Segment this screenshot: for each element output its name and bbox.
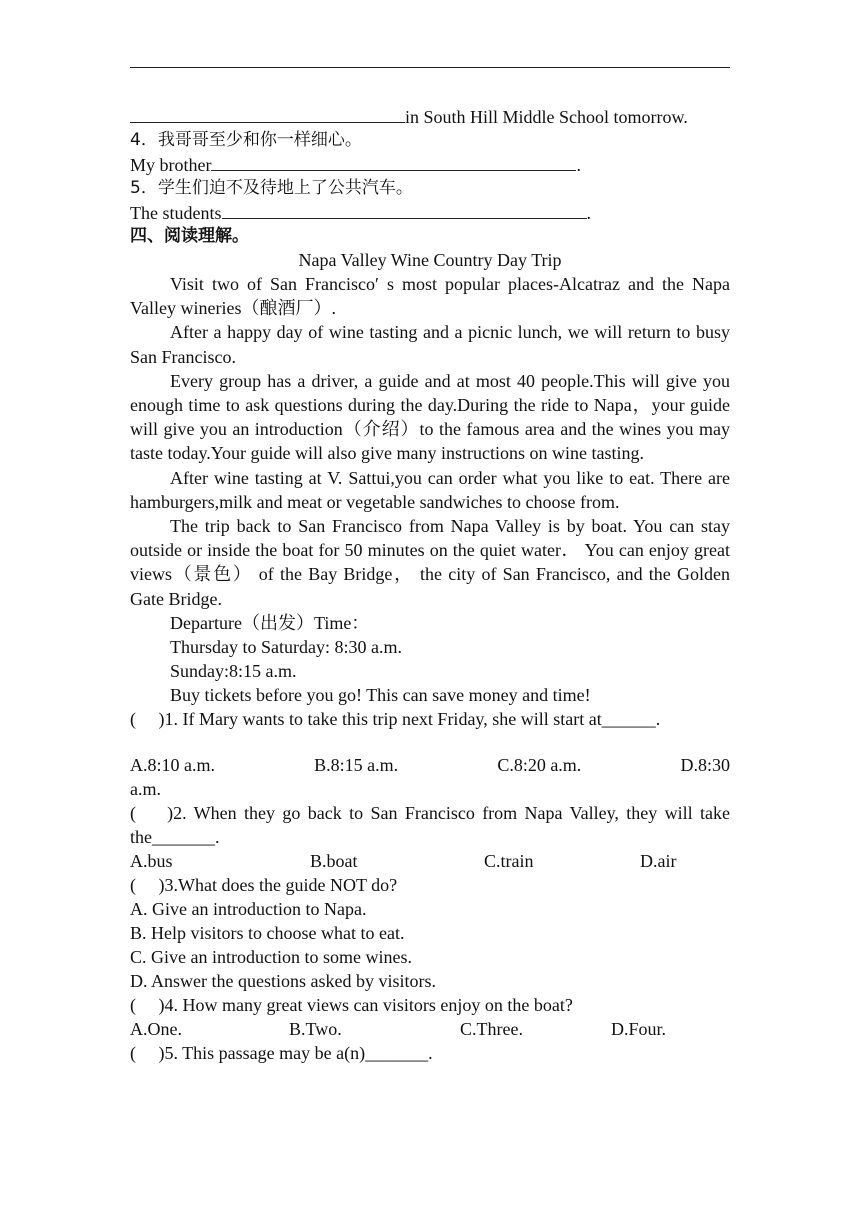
question-1-stem: ( )1. If Mary wants to take this trip next Friday, she will start at______. [130, 708, 661, 729]
option-b: B.8:15 a.m. [314, 754, 399, 775]
translation-item-4-prompt: 4．我哥哥至少和你一样细心。 [130, 130, 362, 150]
header-rule [130, 67, 730, 68]
question-5-stem: ( )5. This passage may be a(n)_______. [130, 1043, 433, 1064]
passage-paragraph-1: Visit two of San Francisco′ s most popular places-Alcatraz and the Napa Valley wineries（酿酒厂）. [130, 274, 730, 319]
question-3-stem: ( )3.What does the guide NOT do? [130, 875, 398, 896]
schedule-sunday: Sunday:8:15 a.m. [170, 660, 297, 681]
section-heading: 四、阅读理解。 [130, 226, 249, 246]
option-c: C. Give an introduction to some wines. [130, 947, 412, 968]
translation-item-5-prompt: 5．学生们迫不及待地上了公共汽车。 [130, 178, 413, 198]
sentence-end: . [576, 155, 581, 175]
question-2-options [130, 849, 730, 873]
option-d: D.8:30 [680, 754, 730, 775]
option-d: D.air [640, 851, 677, 872]
option-d: D.Four. [611, 1019, 667, 1040]
passage-closing: Buy tickets before you go! This can save money and time! [170, 684, 591, 705]
option-c: C.train [484, 851, 534, 872]
worksheet-content [130, 104, 730, 1065]
option-c: C.8:20 a.m. [497, 754, 582, 775]
passage-title: Napa Valley Wine Country Day Trip [298, 250, 562, 270]
passage-paragraph-5: The trip back to San Francisco from Napa Valley is by boat. You can stay outside or inside the boat for 50 minutes on the quiet water． You can enjoy great views（景色） of the Bay Bridge， the city of San Francisco, and the Golden Gate Bridge. [130, 516, 730, 609]
option-c: C.Three. [460, 1019, 523, 1040]
option-d: D. Answer the questions asked by visitors. [130, 971, 436, 992]
answer-blank[interactable] [130, 104, 405, 123]
sentence-end: . [586, 203, 591, 223]
schedule-weekday: Thursday to Saturday: 8:30 a.m. [170, 636, 402, 657]
option-b: B.Two. [289, 1019, 342, 1040]
question-2-stem: ( )2. When they go back to San Francisco from Napa Valley, they will take the_______. [130, 802, 730, 848]
option-a: A.bus [130, 851, 173, 872]
translation-item-3-answer [130, 104, 730, 128]
sentence-tail: in South Hill Middle School tomorrow. [405, 107, 688, 127]
passage-paragraph-3: Every group has a driver, a guide and at most 40 people.This will give you enough time to ask questions during the day.During the ride to Napa，your guide will give you an introduction（介绍）to the famous area and the wines you may taste today.Your guide will also give many instructions on wine tasting. [130, 370, 730, 464]
question-4-options [130, 1017, 730, 1041]
option-a: A.8:10 a.m. [130, 754, 215, 775]
option-b: B.boat [310, 851, 358, 872]
option-a: A.One. [130, 1019, 182, 1040]
translation-item-5-answer [130, 200, 730, 224]
translation-item-4-answer [130, 152, 730, 176]
sentence-lead: The students [130, 203, 222, 223]
answer-blank[interactable] [222, 200, 587, 219]
answer-blank[interactable] [211, 152, 576, 171]
question-4-stem: ( )4. How many great views can visitors enjoy on the boat? [130, 995, 573, 1016]
passage-paragraph-2: After a happy day of wine tasting and a picnic lunch, we will return to busy San Francisco. [130, 322, 730, 367]
question-1-options [130, 753, 730, 777]
sentence-lead: My brother [130, 155, 212, 175]
option-d-wrap: a.m. [130, 778, 161, 799]
passage-paragraph-4: After wine tasting at V. Sattui,you can order what you like to eat. There are hamburgers,milk and meat or vegetable sandwiches to choose from. [130, 467, 730, 512]
option-b: B. Help visitors to choose what to eat. [130, 923, 405, 944]
departure-label: Departure（出发）Time： [170, 612, 370, 633]
option-a: A. Give an introduction to Napa. [130, 899, 367, 920]
